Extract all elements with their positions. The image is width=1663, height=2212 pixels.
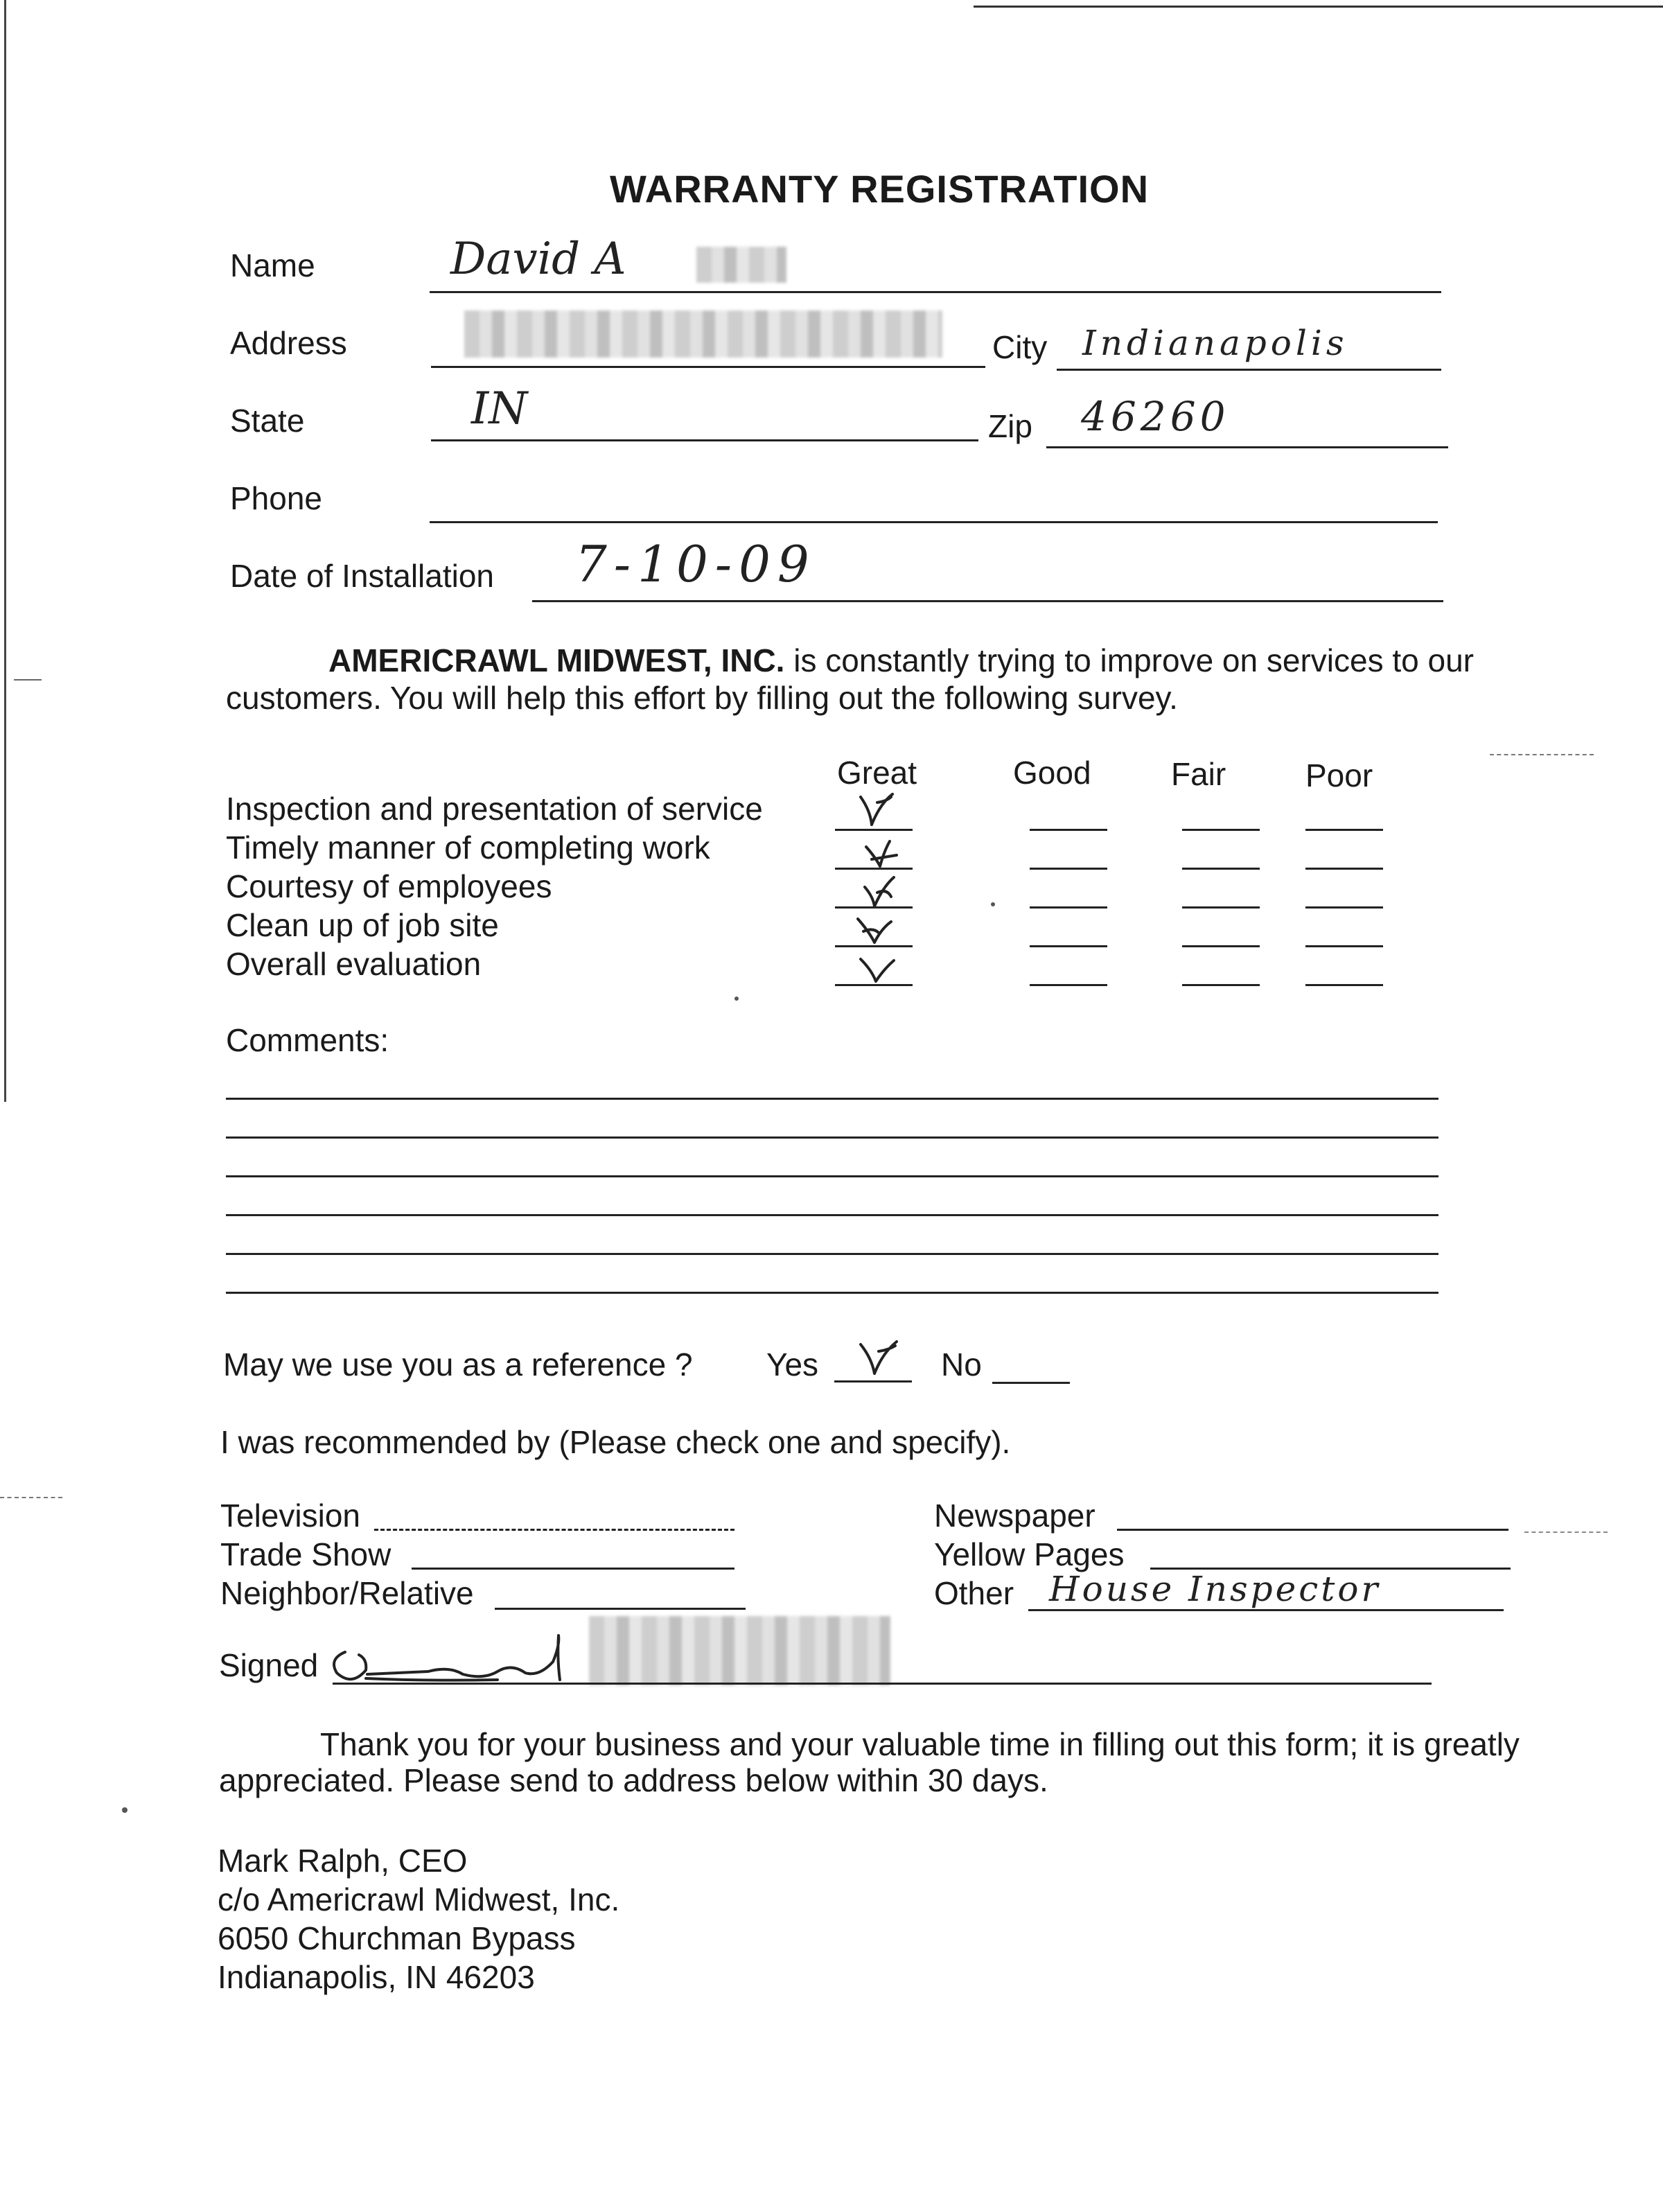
address-line: Mark Ralph, CEO [218,1843,468,1879]
trade-show-blank[interactable] [412,1568,734,1570]
reference-yes-blank[interactable] [834,1380,912,1382]
scan-edge-top [974,6,1663,8]
scan-edge-left [4,0,6,1102]
scan-dash [14,679,42,681]
redacted-address [464,310,942,358]
address-line: 6050 Churchman Bypass [218,1920,576,1956]
source-newspaper: Newspaper [934,1498,1096,1534]
survey-row-label: Courtesy of employees [226,868,552,904]
scan-dash [0,1497,62,1498]
state-label: State [230,403,305,439]
col-good: Good [1013,755,1091,791]
thanks-line-1: Thank you for your business and your valuable time in filling out this form; it is greatly [320,1726,1520,1762]
source-neighbor-relative: Neighbor/Relative [220,1575,474,1611]
address-line: c/o Americrawl Midwest, Inc. [218,1881,620,1917]
city-label: City [992,329,1048,365]
comments-label: Comments: [226,1022,389,1058]
name-value[interactable]: David A [450,234,626,285]
comment-line[interactable] [226,1253,1438,1255]
address-line: Indianapolis, IN 46203 [218,1959,535,1995]
scan-speck [991,902,995,906]
city-underline [1057,369,1441,371]
intro-line-1 [328,644,1474,676]
check-mark-icon [854,913,895,947]
survey-row-label: Clean up of job site [226,907,499,943]
rating-blank-fair[interactable] [1182,945,1260,947]
source-other: Other [934,1575,1014,1611]
date-value[interactable]: 7-10-09 [575,535,816,593]
rating-blank-fair[interactable] [1182,829,1260,831]
name-underline [430,291,1441,293]
thanks-line-2: appreciated. Please send to address below within 30 days. [219,1762,1048,1798]
survey-row-label: Inspection and presentation of service [226,791,763,827]
phone-underline [430,521,1438,523]
comment-line[interactable] [226,1214,1438,1216]
rating-blank-poor[interactable] [1305,829,1383,831]
col-great: Great [837,755,917,791]
signed-label: Signed [219,1647,319,1683]
rating-blank-fair[interactable] [1182,906,1260,909]
rating-blank-good[interactable] [1030,868,1107,870]
source-yellow-pages: Yellow Pages [934,1536,1125,1572]
rating-blank-poor[interactable] [1305,984,1383,986]
address-label: Address [230,325,347,361]
rating-blank-good[interactable] [1030,829,1107,831]
scan-speck [734,997,739,1001]
form-title: WARRANTY REGISTRATION [610,167,1150,211]
rating-blank-fair[interactable] [1182,868,1260,870]
rating-blank-good[interactable] [1030,945,1107,947]
reference-no-blank[interactable] [992,1382,1070,1384]
comment-line[interactable] [226,1292,1438,1294]
comment-line[interactable] [226,1136,1438,1139]
intro-line-1-rest: is constantly trying to improve on services to our [793,642,1474,678]
television-blank[interactable] [374,1529,734,1531]
scan-dash [1490,754,1594,755]
address-underline [431,366,985,368]
state-value[interactable]: IN [471,383,528,434]
recommended-prompt: I was recommended by (Please check one and specify). [220,1424,1011,1460]
other-value[interactable]: House Inspector [1049,1569,1381,1609]
rating-blank-poor[interactable] [1305,945,1383,947]
scan-dash [1524,1531,1608,1533]
reference-question: May we use you as a reference ? [223,1346,693,1382]
comment-line[interactable] [226,1175,1438,1177]
city-value[interactable]: Indianapolis [1082,323,1348,363]
check-mark-icon [859,872,901,909]
rating-blank-great[interactable] [835,829,913,831]
col-poor: Poor [1305,757,1373,793]
other-blank[interactable] [1028,1609,1504,1611]
zip-underline [1046,446,1448,448]
reference-yes-label: Yes [766,1346,819,1382]
redacted-surname [696,247,786,283]
scan-speck [122,1807,127,1813]
signature-line[interactable] [333,1683,1432,1685]
survey-row-label: Overall evaluation [226,946,482,982]
zip-label: Zip [988,408,1032,444]
newspaper-blank[interactable] [1117,1529,1508,1531]
check-mark-icon [856,790,898,829]
state-underline [431,439,978,441]
name-label: Name [230,247,315,283]
phone-label: Phone [230,480,323,516]
rating-blank-good[interactable] [1030,984,1107,986]
rating-blank-poor[interactable] [1305,906,1383,909]
rating-blank-good[interactable] [1030,906,1107,909]
intro-line-2: customers. You will help this effort by filling out the following survey. [226,680,1178,716]
neighbor-blank[interactable] [495,1608,746,1610]
reference-no-label: No [941,1346,982,1382]
col-fair: Fair [1171,756,1226,792]
survey-row-label: Timely manner of completing work [226,830,710,866]
comment-line[interactable] [226,1098,1438,1100]
rating-blank-poor[interactable] [1305,868,1383,870]
check-mark-icon [859,834,901,869]
company-name: AMERICRAWL MIDWEST, INC. [328,642,785,678]
date-underline [532,600,1443,602]
zip-value[interactable]: 46260 [1081,393,1230,440]
rating-blank-great[interactable] [835,984,913,986]
rating-blank-fair[interactable] [1182,984,1260,986]
check-mark-icon [856,1336,901,1378]
source-television: Television [220,1498,360,1534]
check-mark-icon [856,954,898,984]
date-label: Date of Installation [230,558,495,594]
source-trade-show: Trade Show [220,1536,391,1572]
redacted-signature [589,1616,890,1685]
